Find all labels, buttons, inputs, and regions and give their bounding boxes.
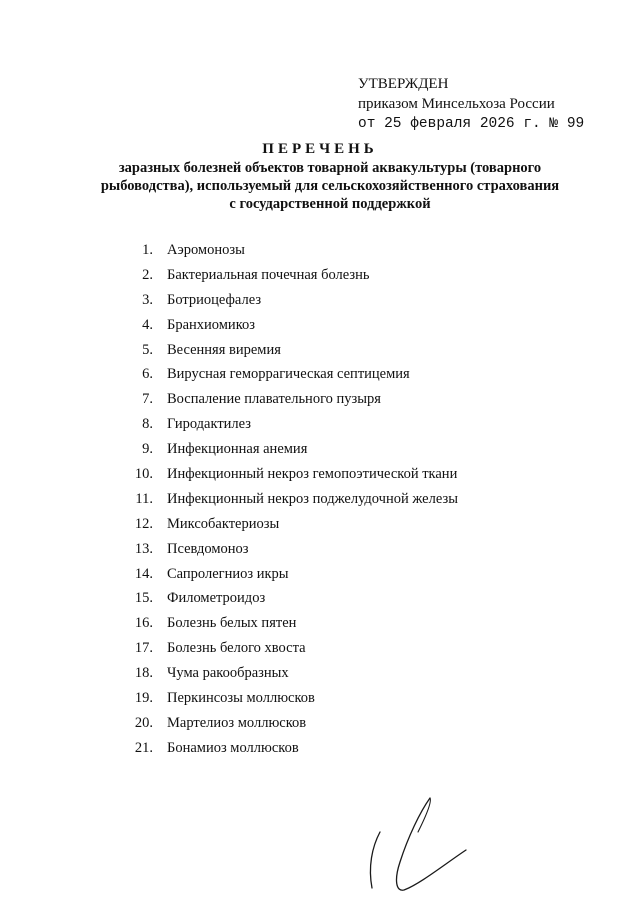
list-item [0,464,640,489]
list-item-name: Гиродактилез [167,416,252,433]
list-item [0,364,640,389]
list-item-name: Бонамиоз моллюсков [167,739,299,756]
list-item-name: Инфекционный некроз гемопоэтической ткани [167,466,458,483]
list-item [0,240,640,265]
list-item-name: Сапролегниоз икры [167,565,289,582]
approval-date: от 25 февраля 2026 г. № 99 [358,116,585,132]
list-item [0,414,640,439]
list-item-name: Инфекционная анемия [167,441,308,458]
list-item [0,389,640,414]
list-item-number: 18. [134,665,153,682]
list-item-number: 14. [134,565,153,582]
subtitle-line-3: с государственной поддержкой [229,196,431,212]
list-item-name: Перкинсозы моллюсков [167,690,315,707]
list-item-name: Филометроидоз [167,590,266,607]
list-item [0,489,640,514]
list-item-name: Инфекционный некроз поджелудочной железы [167,490,458,507]
list-item-number: 9. [142,441,153,458]
list-item [0,290,640,315]
subtitle-line-1: заразных болезней объектов товарной аквакультуры (товарного [118,160,542,176]
list-item-number: 1. [142,242,153,258]
list-item-number: 4. [142,316,153,333]
list-item-number: 13. [134,540,153,557]
list-item-name: Бранхиомикоз [167,316,255,333]
list-item [0,439,640,464]
list-item-number: 8. [142,416,153,433]
list-item-name: Болезнь белых пятен [167,615,297,632]
list-item-name: Миксобактериозы [167,515,280,532]
list-item-name: Вирусная геморрагическая септицемия [167,366,410,383]
list-item [0,315,640,340]
list-item [0,638,640,663]
list-item-number: 6. [142,366,153,383]
list-item-number: 20. [134,714,153,731]
list-item-name: Воспаление плавательного пузыря [167,391,381,408]
list-item-number: 10. [134,466,153,483]
list-item-number: 3. [142,291,153,308]
list-item [0,340,640,365]
list-item [0,613,640,638]
handwritten-signature [360,792,470,897]
list-item [0,265,640,290]
list-item-number: 15. [134,590,153,607]
list-item [0,564,640,589]
list-item-name: Весенняя виремия [167,341,281,358]
list-item-number: 12. [134,515,153,532]
document-subtitle [90,159,570,213]
list-item [0,539,640,564]
list-item-number: 21. [134,739,153,756]
list-item-number: 7. [142,391,153,408]
list-item [0,688,640,713]
list-item-name: Ботриоцефалез [167,291,262,308]
document-title: ПЕРЕЧЕНЬ [262,141,378,157]
list-item-name: Болезнь белого хвоста [167,640,306,657]
list-item-number: 16. [134,615,153,632]
list-item-number: 11. [135,490,153,507]
list-item [0,738,640,763]
approval-block [358,74,584,134]
list-item [0,663,640,688]
list-item [0,588,640,613]
list-item-name: Псевдомоноз [167,540,249,557]
list-item [0,713,640,738]
list-item-number: 19. [134,690,153,707]
list-item [0,514,640,539]
list-item-name: Бактериальная почечная болезнь [167,266,370,283]
approval-status: УТВЕРЖДЕН [358,76,449,92]
list-item-name: Чума ракообразных [167,665,289,682]
list-item-number: 2. [142,266,153,283]
list-item-name: Мартелиоз моллюсков [167,714,307,731]
approval-order: приказом Минсельхоза России [358,96,555,112]
disease-list [0,240,640,763]
list-item-number: 17. [134,640,153,657]
list-item-name: Аэромонозы [167,242,245,258]
subtitle-line-2: рыбоводства), используемый для сельскохозяйственного страхования [100,178,560,194]
list-item-number: 5. [142,341,153,358]
